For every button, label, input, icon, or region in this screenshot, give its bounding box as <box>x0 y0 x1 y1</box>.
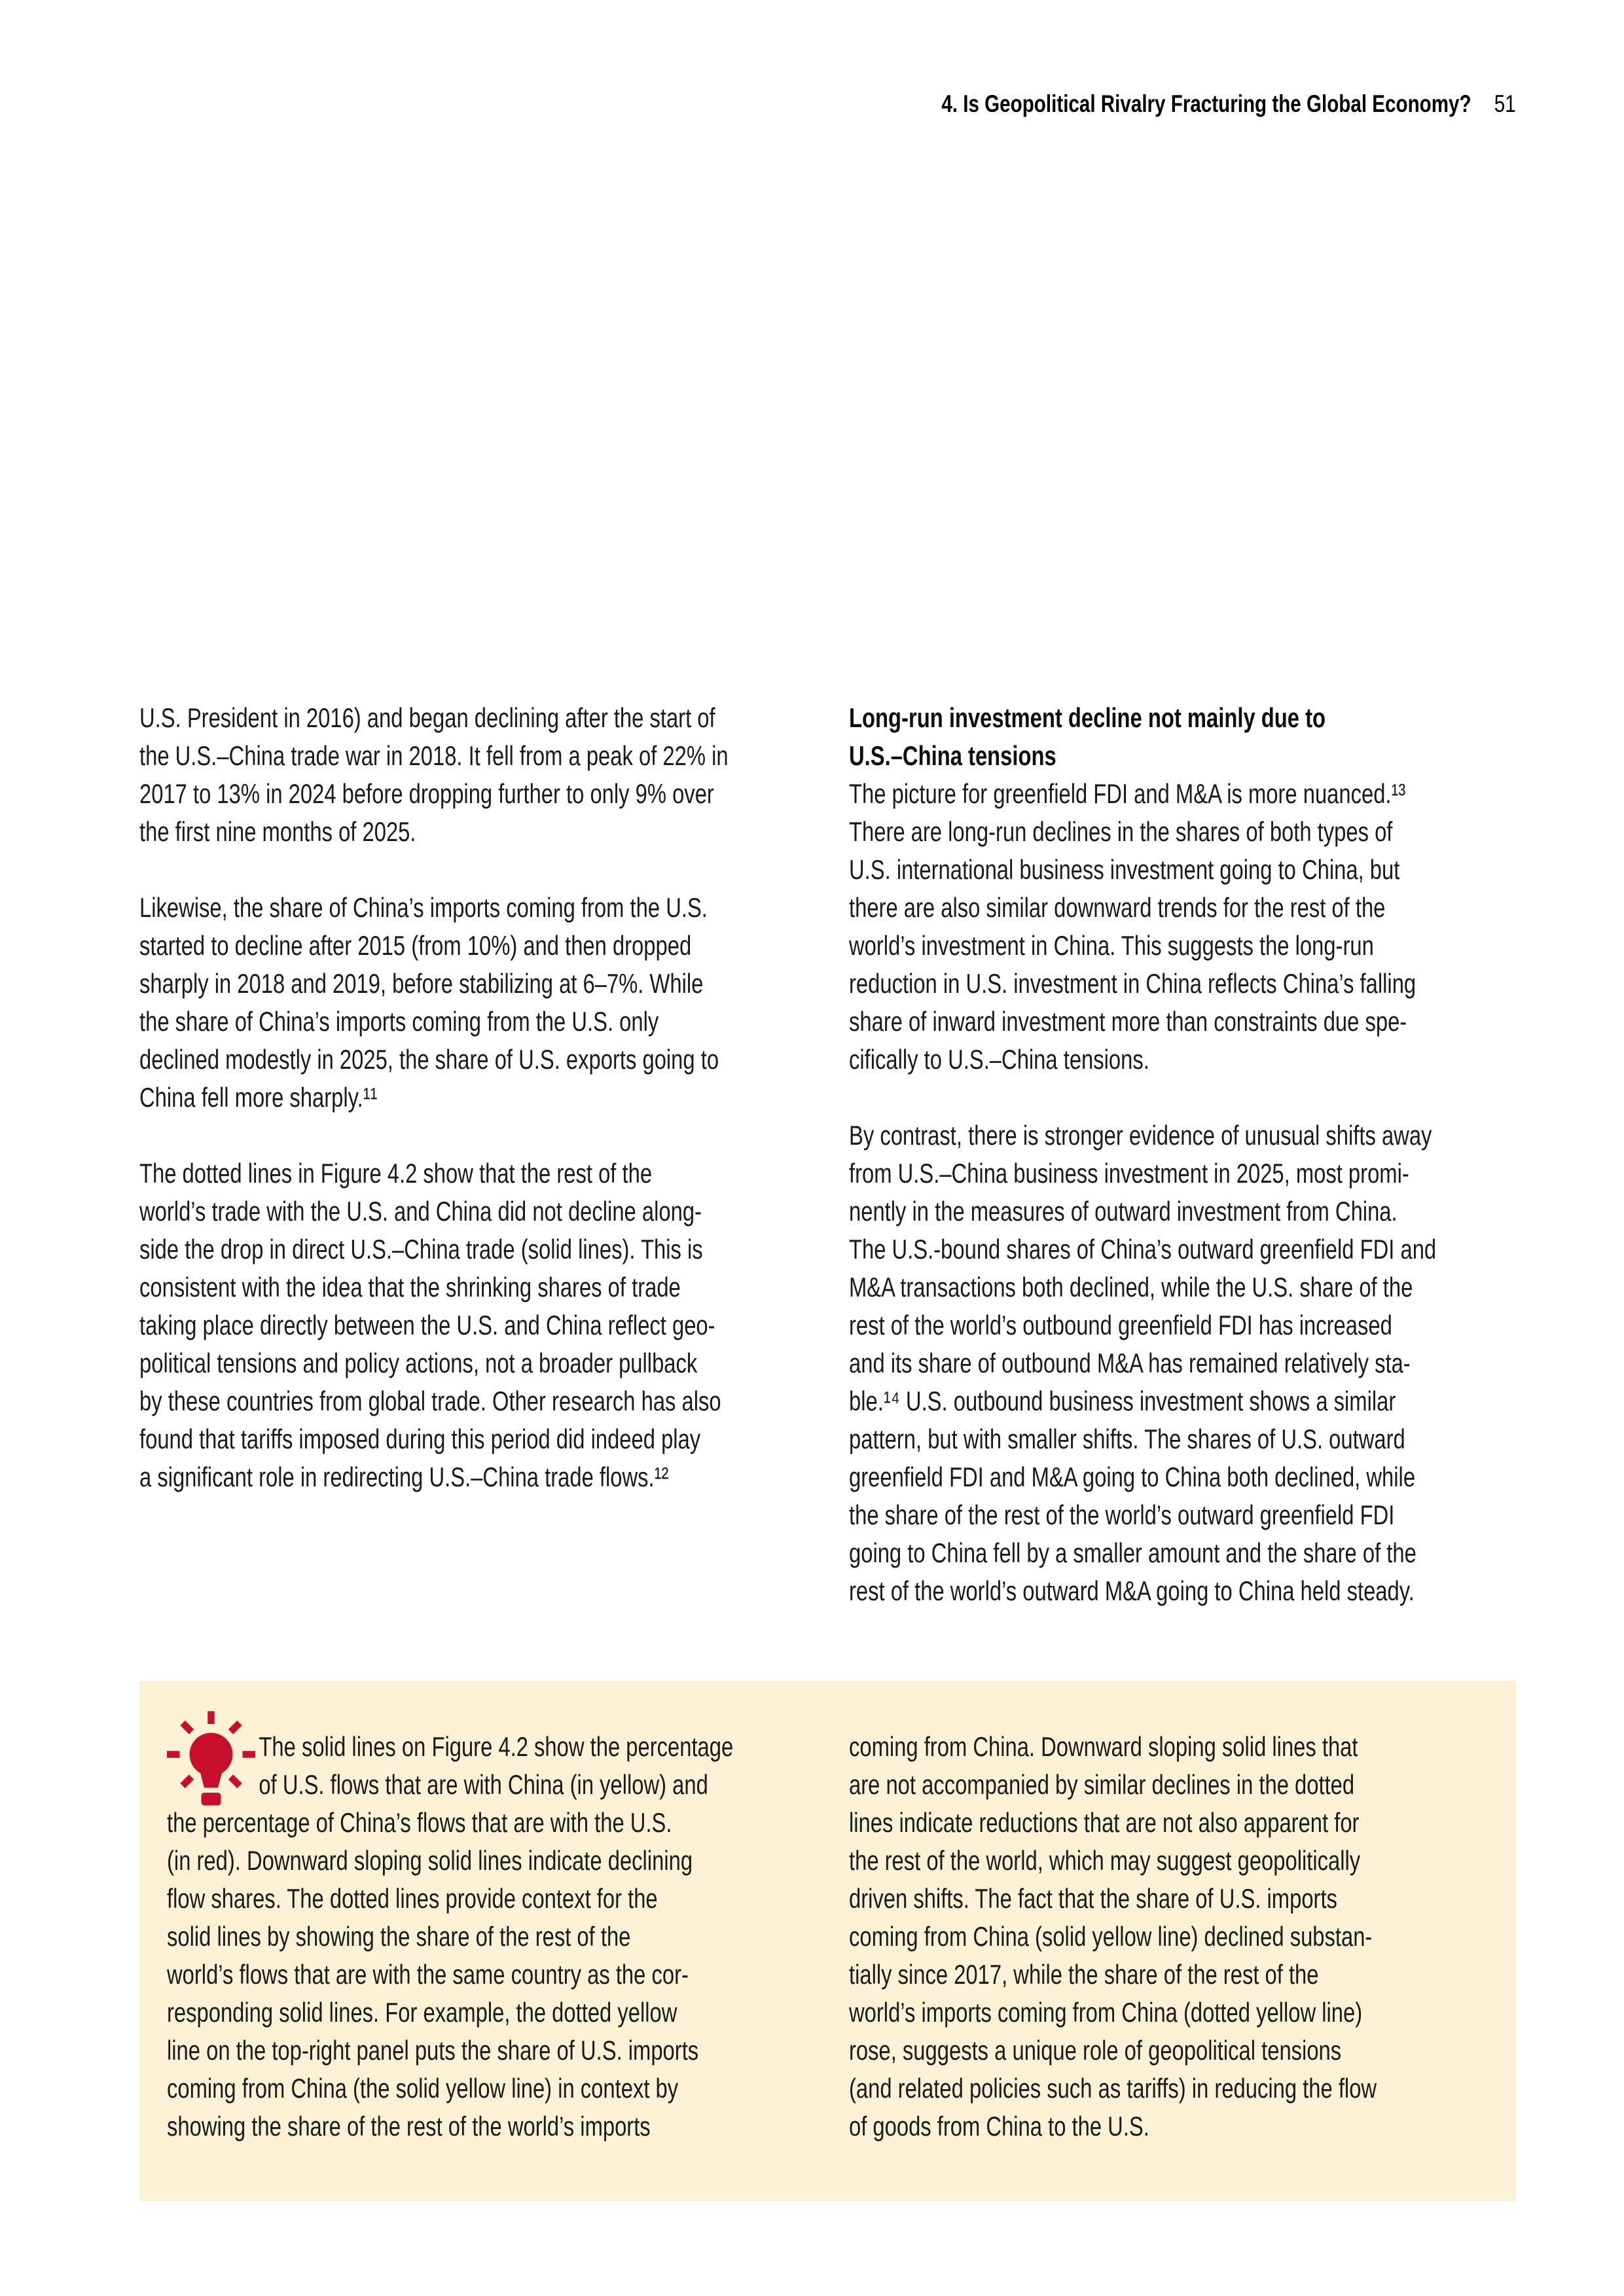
text-line: of U.S. flows that are with China (in yellow) and <box>259 1769 708 1800</box>
text-line: from U.S.–China business investment in 2025, most promi- <box>849 1158 1409 1189</box>
text-line: the share of the rest of the world’s outward greenfield FDI <box>849 1499 1395 1530</box>
text-line: rest of the world’s outbound greenfield FDI has increased <box>849 1310 1392 1340</box>
text-line: U.S.–China tensions <box>849 740 1056 771</box>
text-line: (and related policies such as tariffs) in reducing the flow <box>849 2073 1377 2104</box>
text-line: greenfield FDI and M&A going to China both declined, while <box>849 1462 1416 1492</box>
text-line: ble.¹⁴ U.S. outbound business investment shows a similar <box>849 1386 1396 1416</box>
text-line: there are also similar downward trends for the rest of the <box>849 892 1386 923</box>
text-line: are not accompanied by similar declines in the dotted <box>849 1769 1355 1800</box>
text-line: By contrast, there is stronger evidence of unusual shifts away <box>849 1120 1432 1151</box>
text-line: going to China fell by a smaller amount and the share of the <box>849 1537 1416 1568</box>
body-column-left-text <box>139 699 798 1496</box>
lightbulb-wrap-spacer <box>167 1728 259 1804</box>
body-column-right-text <box>849 699 1508 1610</box>
text-line: of goods from China to the U.S. <box>849 2111 1149 2142</box>
text-line: the percentage of China’s flows that are with the U.S. <box>167 1807 672 1838</box>
text-line: world’s imports coming from China (dotted yellow line) <box>849 1997 1363 2028</box>
text-line: tially since 2017, while the share of the rest of the <box>849 1959 1319 1990</box>
body-paragraph <box>139 889 798 1117</box>
text-line: Likewise, the share of China’s imports coming from the U.S. <box>139 892 708 923</box>
text-line: nently in the measures of outward investment from China. <box>849 1196 1398 1227</box>
text-line: reduction in U.S. investment in China reflects China’s falling <box>849 968 1416 999</box>
page-header <box>942 85 1516 123</box>
text-line: side the drop in direct U.S.–China trade (solid lines). This is <box>139 1234 703 1265</box>
callout-box <box>139 1681 1516 2201</box>
text-line: cifically to U.S.–China tensions. <box>849 1044 1149 1075</box>
text-line: by these countries from global trade. Other research has also <box>139 1386 721 1416</box>
text-line: coming from China (the solid yellow line) in context by <box>167 2073 679 2104</box>
text-line: The U.S.-bound shares of China’s outward greenfield FDI and <box>849 1234 1437 1265</box>
callout-column-left <box>167 1728 824 2145</box>
text-line: M&A transactions both declined, while the U.S. share of the <box>849 1272 1413 1302</box>
text-line: taking place directly between the U.S. and China reflect geo- <box>139 1310 715 1340</box>
callout-column-left-text <box>167 1728 824 2145</box>
section-heading <box>849 699 1508 775</box>
text-line: U.S. international business investment going to China, but <box>849 854 1400 885</box>
text-line: coming from China (solid yellow line) declined substan- <box>849 1921 1373 1952</box>
text-line: The solid lines on Figure 4.2 show the percentage <box>259 1731 734 1762</box>
text-line: The picture for greenfield FDI and M&A is more nuanced.¹³ <box>849 778 1406 809</box>
text-line: responding solid lines. For example, the dotted yellow <box>167 1997 677 2028</box>
text-line: Long-run investment decline not mainly due to <box>849 702 1326 733</box>
text-line: There are long-run declines in the shares of both types of <box>849 816 1393 847</box>
body-paragraph <box>139 699 798 851</box>
text-line: China fell more sharply.¹¹ <box>139 1082 378 1113</box>
text-line: the rest of the world, which may suggest geopolitically <box>849 1845 1361 1876</box>
running-header-title: 4. Is Geopolitical Rivalry Fracturing the Global Economy? <box>941 90 1471 117</box>
body-column-left <box>139 699 798 1534</box>
text-line: showing the share of the rest of the world’s imports <box>167 2111 651 2142</box>
text-line: a significant role in redirecting U.S.–China trade flows.¹² <box>139 1462 669 1492</box>
text-line: solid lines by showing the share of the rest of the <box>167 1921 631 1952</box>
text-line: the first nine months of 2025. <box>139 816 416 847</box>
text-line: coming from China. Downward sloping solid lines that <box>849 1731 1358 1762</box>
text-line: declined modestly in 2025, the share of U.S. exports going to <box>139 1044 719 1075</box>
text-line: and its share of outbound M&A has remained relatively sta- <box>849 1348 1411 1378</box>
text-line: driven shifts. The fact that the share of U.S. imports <box>849 1883 1337 1914</box>
body-paragraph <box>139 1155 798 1496</box>
text-line: political tensions and policy actions, not a broader pullback <box>139 1348 698 1378</box>
text-line: pattern, but with smaller shifts. The shares of U.S. outward <box>849 1424 1405 1454</box>
text-line: the U.S.–China trade war in 2018. It fell from a peak of 22% in <box>139 740 729 771</box>
body-column-right <box>849 699 1508 1648</box>
text-line: world’s flows that are with the same country as the cor- <box>167 1959 689 1990</box>
text-line: world’s investment in China. This suggests the long-run <box>849 930 1374 961</box>
body-paragraph <box>849 1117 1508 1610</box>
body-paragraph <box>849 775 1508 1079</box>
text-line: The dotted lines in Figure 4.2 show that the rest of the <box>139 1158 653 1189</box>
text-line: sharply in 2018 and 2019, before stabilizing at 6–7%. While <box>139 968 704 999</box>
text-line: lines indicate reductions that are not also apparent for <box>849 1807 1360 1838</box>
text-line: consistent with the idea that the shrinking shares of trade <box>139 1272 681 1302</box>
text-line: share of inward investment more than constraints due spe- <box>849 1006 1407 1037</box>
callout-column-right <box>849 1728 1494 2145</box>
page-number: 51 <box>1494 90 1516 117</box>
text-line: world’s trade with the U.S. and China did not decline along- <box>139 1196 702 1227</box>
text-line: line on the top-right panel puts the share of U.S. imports <box>167 2035 699 2066</box>
text-line: rose, suggests a unique role of geopolitical tensions <box>849 2035 1342 2066</box>
text-line: found that tariffs imposed during this period did indeed play <box>139 1424 701 1454</box>
text-line: 2017 to 13% in 2024 before dropping further to only 9% over <box>139 778 714 809</box>
text-line: rest of the world’s outward M&A going to China held steady. <box>849 1575 1415 1606</box>
text-line: (in red). Downward sloping solid lines indicate declining <box>167 1845 693 1876</box>
callout-column-right-text <box>849 1728 1494 2145</box>
text-line: flow shares. The dotted lines provide context for the <box>167 1883 658 1914</box>
text-line: started to decline after 2015 (from 10%) and then dropped <box>139 930 692 961</box>
text-line: the share of China’s imports coming from the U.S. only <box>139 1006 659 1037</box>
text-line: U.S. President in 2016) and began declining after the start of <box>139 702 715 733</box>
